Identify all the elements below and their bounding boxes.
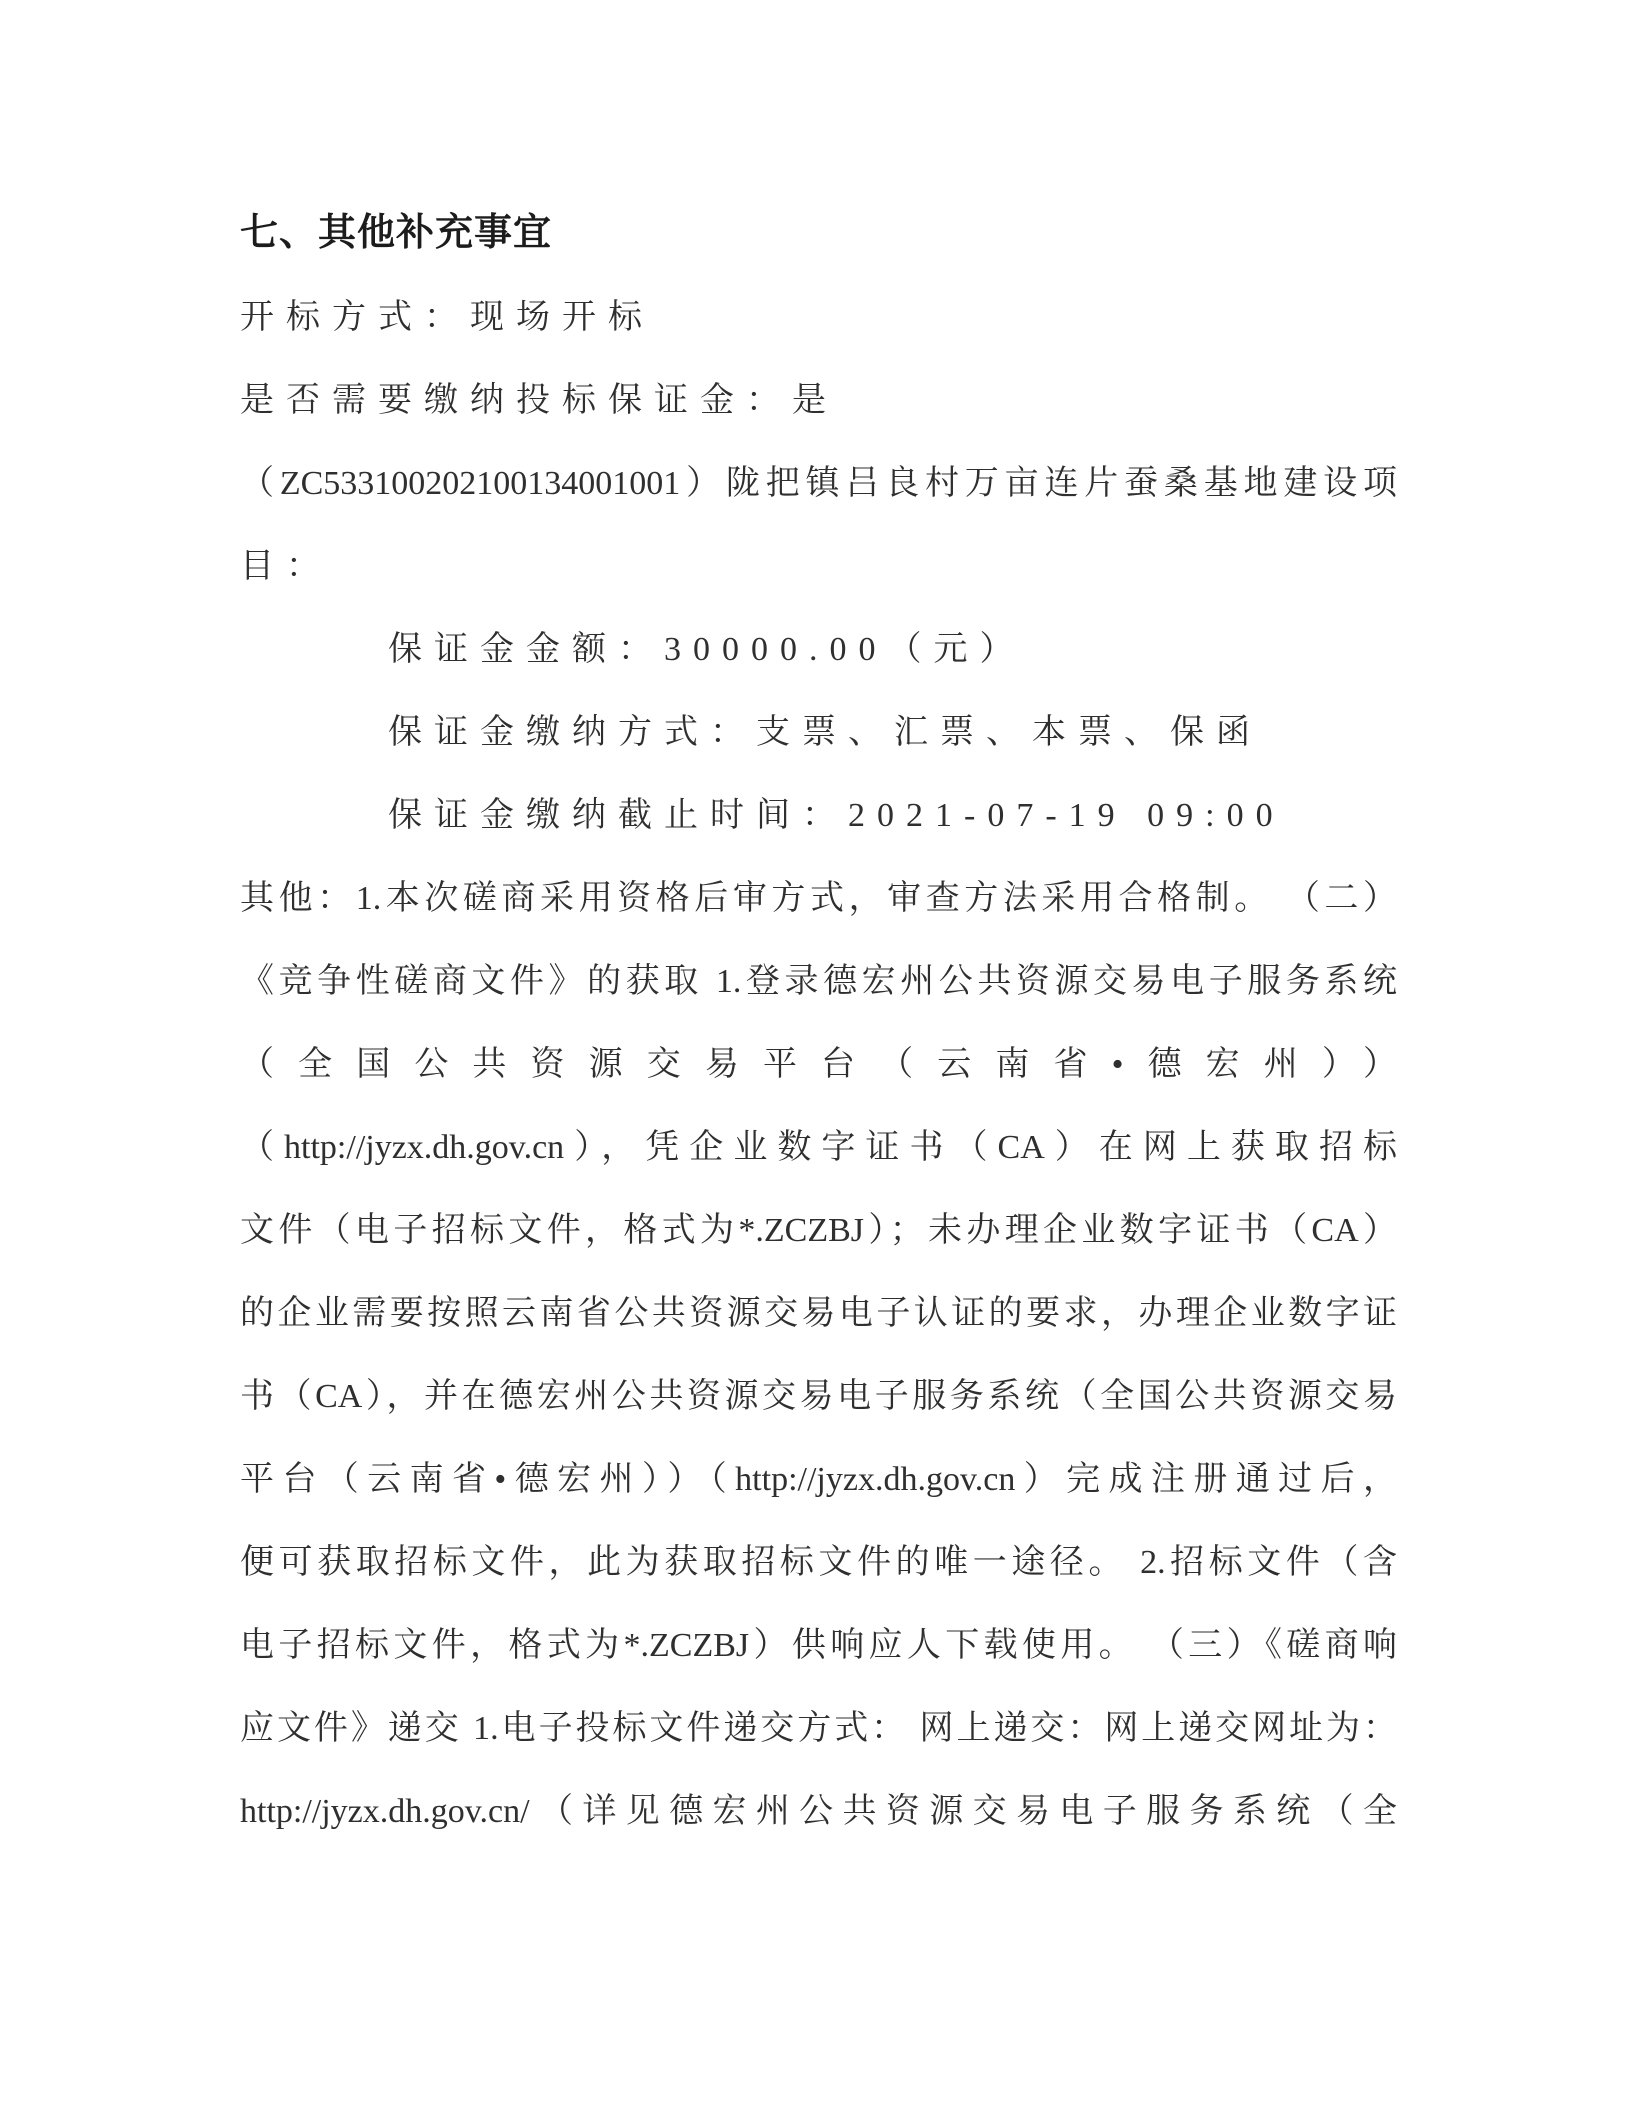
document-line: http://jyzx.dh.gov.cn/（详见德宏州公共资源交易电子服务系统（全 — [240, 1793, 1397, 1830]
document-line: 保证金金额：30000.00（元） — [388, 631, 1026, 668]
document-line: 电子招标文件，格式为*.ZCZBJ）供响应人下载使用。 （三）《磋商响 — [240, 1627, 1397, 1664]
document-line: 文件（电子招标文件，格式为*.ZCZBJ）；未办理企业数字证书（CA） — [240, 1212, 1397, 1249]
document-line: 便可获取招标文件，此为获取招标文件的唯一途径。 2.招标文件（含 — [240, 1544, 1397, 1581]
section-heading: 七、其他补充事宜 — [240, 212, 553, 254]
document-line: 其他：1.本次磋商采用资格后审方式，审查方法采用合格制。 （二） — [240, 880, 1397, 917]
document-line: 《竞争性磋商文件》的获取 1.登录德宏州公共资源交易电子服务系统 — [240, 963, 1397, 1000]
document-line: （ZC533100202100134001001）陇把镇吕良村万亩连片蚕桑基地建设项 — [240, 465, 1397, 502]
document-line: 保证金缴纳截止时间：2021-07-19 09:00 — [388, 797, 1285, 834]
document-line: 开标方式：现场开标 — [240, 299, 654, 336]
document-line: 书（CA），并在德宏州公共资源交易电子服务系统（全国公共资源交易 — [240, 1378, 1397, 1415]
document-line: 目： — [240, 548, 332, 585]
document-line: 的企业需要按照云南省公共资源交易电子认证的要求，办理企业数字证 — [240, 1295, 1397, 1332]
document-line: 应文件》递交 1.电子投标文件递交方式： 网上递交：网上递交网址为： — [240, 1710, 1397, 1747]
document-line: 平台（云南省•德宏州））（http://jyzx.dh.gov.cn）完成注册通过后， — [240, 1461, 1397, 1498]
document-line: （全国公共资源交易平台（云南省•德宏州）） — [240, 1046, 1397, 1083]
document-line: 保证金缴纳方式：支票、汇票、本票、保函 — [388, 714, 1262, 751]
document-line: 是否需要缴纳投标保证金：是 — [240, 382, 838, 419]
document-content — [240, 208, 1397, 1853]
document-line: （http://jyzx.dh.gov.cn），凭企业数字证书（CA）在网上获取招标 — [240, 1129, 1397, 1166]
